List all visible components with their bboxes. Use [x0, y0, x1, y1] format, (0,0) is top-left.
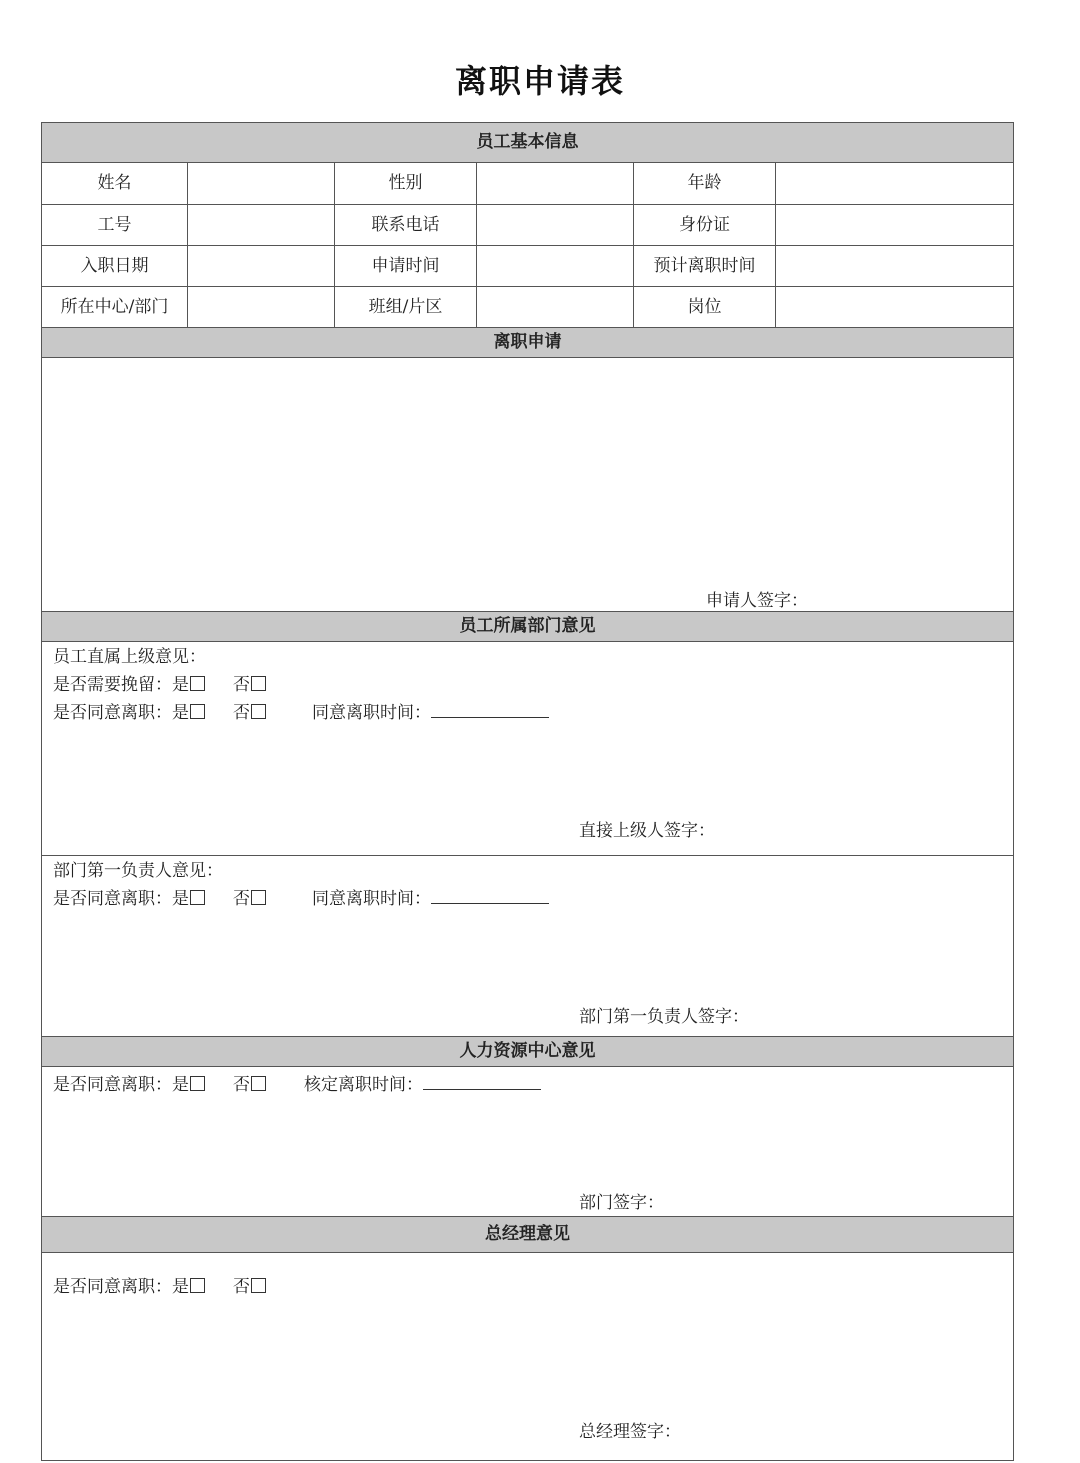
hr-agree-label: 是否同意离职： — [53, 1075, 172, 1095]
dept-head-agree-yes-label: 是 — [172, 889, 189, 909]
input-phone[interactable] — [477, 205, 633, 245]
subsection-divider — [42, 855, 1013, 856]
dept-head-opinion-title: 部门第一负责人意见： — [53, 861, 223, 881]
label-name: 姓名 — [97, 173, 132, 193]
hr-signature-label: 部门签字： — [579, 1193, 664, 1213]
input-department[interactable] — [188, 287, 334, 327]
label-hire-date: 入职日期 — [80, 256, 149, 276]
supervisor-agree-row — [53, 703, 549, 723]
hr-date-field[interactable] — [423, 1075, 541, 1090]
dept-head-date-field[interactable] — [431, 889, 549, 904]
label-age: 年龄 — [687, 173, 722, 193]
gm-agree-yes-option[interactable] — [172, 1277, 205, 1297]
retain-yes-option[interactable] — [172, 675, 205, 695]
retain-question-label: 是否需要挽留： — [53, 675, 172, 695]
supervisor-signature-label: 直接上级人签字： — [579, 821, 715, 841]
label-employee-id: 工号 — [97, 215, 132, 235]
dept-head-agree-no-option[interactable] — [233, 889, 266, 909]
section-header-application: 离职申请 — [42, 328, 1013, 358]
dept-head-agree-row — [53, 889, 549, 909]
hr-agree-no-option[interactable] — [233, 1075, 266, 1095]
supervisor-date-field[interactable] — [431, 703, 549, 718]
gm-agree-no-label: 否 — [233, 1277, 250, 1297]
retain-no-label: 否 — [233, 675, 250, 695]
hr-agree-yes-option[interactable] — [172, 1075, 205, 1095]
gm-agree-yes-checkbox[interactable] — [190, 1278, 205, 1293]
label-expected-leave-date: 预计离职时间 — [653, 256, 756, 276]
dept-head-agree-yes-checkbox[interactable] — [190, 890, 205, 905]
supervisor-agree-label: 是否同意离职： — [53, 703, 172, 723]
supervisor-agree-no-label: 否 — [233, 703, 250, 723]
input-apply-date[interactable] — [477, 246, 633, 286]
dept-head-agree-no-label: 否 — [233, 889, 250, 909]
gm-agree-no-checkbox[interactable] — [251, 1278, 266, 1293]
input-position[interactable] — [776, 287, 1013, 327]
label-phone: 联系电话 — [371, 215, 440, 235]
label-apply-date: 申请时间 — [371, 256, 440, 276]
section-header-gm-opinion: 总经理意见 — [42, 1217, 1013, 1253]
applicant-signature-label: 申请人签字： — [706, 591, 808, 611]
application-text-area[interactable] — [42, 358, 1013, 610]
gm-agree-label: 是否同意离职： — [53, 1277, 172, 1297]
section-header-basic-info: 员工基本信息 — [42, 123, 1013, 163]
section-header-dept-opinion: 员工所属部门意见 — [42, 612, 1013, 642]
hr-date-label: 核定离职时间： — [304, 1075, 423, 1095]
hr-agree-row — [53, 1075, 541, 1095]
hr-agree-yes-label: 是 — [172, 1075, 189, 1095]
supervisor-opinion-title: 员工直属上级意见： — [53, 647, 206, 667]
input-employee-id[interactable] — [188, 205, 334, 245]
label-department: 所在中心/部门 — [60, 297, 169, 317]
supervisor-agree-no-checkbox[interactable] — [251, 704, 266, 719]
label-id-card: 身份证 — [679, 215, 730, 235]
supervisor-agree-no-option[interactable] — [233, 703, 266, 723]
label-team: 班组/片区 — [368, 297, 443, 317]
dept-head-agree-yes-option[interactable] — [172, 889, 205, 909]
gm-signature-label: 总经理签字： — [579, 1422, 681, 1442]
retain-question-row — [53, 675, 266, 695]
gm-agree-no-option[interactable] — [233, 1277, 266, 1297]
input-hire-date[interactable] — [188, 246, 334, 286]
retain-yes-checkbox[interactable] — [190, 676, 205, 691]
input-age[interactable] — [776, 163, 1013, 203]
dept-head-agree-label: 是否同意离职： — [53, 889, 172, 909]
retain-no-option[interactable] — [233, 675, 266, 695]
dept-head-agree-no-checkbox[interactable] — [251, 890, 266, 905]
supervisor-agree-yes-checkbox[interactable] — [190, 704, 205, 719]
retain-yes-label: 是 — [172, 675, 189, 695]
label-gender: 性别 — [388, 173, 423, 193]
input-id-card[interactable] — [776, 205, 1013, 245]
hr-agree-no-checkbox[interactable] — [251, 1076, 266, 1091]
gm-agree-yes-label: 是 — [172, 1277, 189, 1297]
dept-head-date-label: 同意离职时间： — [312, 889, 431, 909]
retain-no-checkbox[interactable] — [251, 676, 266, 691]
input-gender[interactable] — [477, 163, 633, 203]
label-position: 岗位 — [687, 297, 722, 317]
input-name[interactable] — [188, 163, 334, 203]
gm-agree-row — [53, 1277, 266, 1297]
hr-agree-yes-checkbox[interactable] — [190, 1076, 205, 1091]
supervisor-agree-yes-option[interactable] — [172, 703, 205, 723]
supervisor-date-label: 同意离职时间： — [312, 703, 431, 723]
resignation-form — [41, 122, 1014, 1461]
page-title: 离职申请表 — [454, 62, 625, 100]
hr-agree-no-label: 否 — [233, 1075, 250, 1095]
supervisor-agree-yes-label: 是 — [172, 703, 189, 723]
input-team[interactable] — [477, 287, 633, 327]
dept-head-signature-label: 部门第一负责人签字： — [579, 1007, 749, 1027]
input-expected-leave-date[interactable] — [776, 246, 1013, 286]
section-header-hr-opinion: 人力资源中心意见 — [42, 1037, 1013, 1067]
